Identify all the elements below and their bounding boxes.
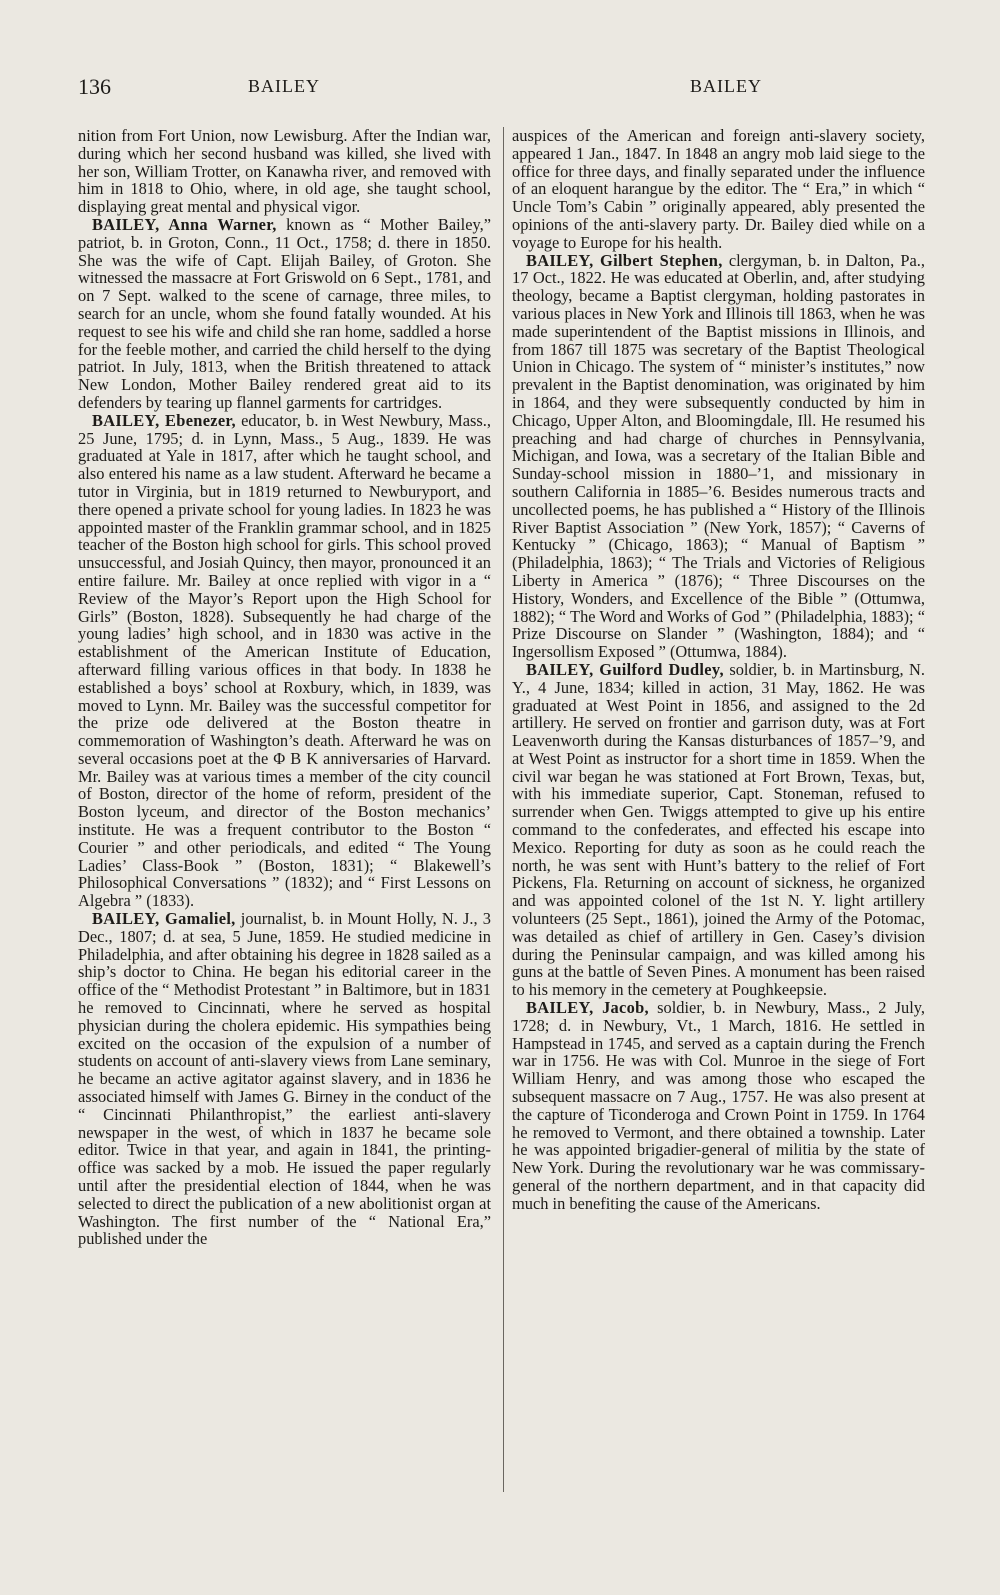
entry-body: journalist, b. in Mount Holly, N. J., 3 Dec., 1807; d. at sea, 5 June, 1859. He studied medicine in Philadelphia, and after obtaining his degree in 1828 sailed as a ship’s doctor to China. He began his editorial career in the office of the “ Methodist Protestant ” in Baltimore, but in 1831 he removed to Cincinnati, where he served as hospital physician during the cholera epidemic. His sympathies being excited on the occasion of the expulsion of a number of students on account of anti-slavery views from Lane seminary, he became an active agitator against slavery, and in 1836 he associated himself with James G. Birney in the conduct of the “ Cincinnati Philanthropist,” the earliest anti-slavery newspaper in the west, of which in 1837 he became sole editor. Twice in that year, and again in 1841, the printing-office was sacked by a mob. He issued the paper regularly until after the presidential election of 1844, when he was selected to direct the publication of a new abolitionist organ at Washington. The first number of the “ National Era,” published under the [78,909,492,1249]
left-column [78,127,491,1248]
entry-body: soldier, b. in Martinsburg, N. Y., 4 June, 1834; killed in action, 31 May, 1862. He was graduated at West Point in 1856, and assigned to the 2d artillery. He served on frontier and garrison duty, was at Fort Leavenworth during the Kansas disturbances of 1857–’9, and at West Point as instructor for a short time in 1859. When the civil war began he was stationed at Fort Brown, Texas, but, with his immediate superior, Capt. Stoneman, refused to surrender when Gen. Twiggs attempted to give up his entire command to the confederates, and effected his escape into Mexico. Reporting for duty as soon as he could reach the north, he was sent with Hunt’s battery to the relief of Fort Pickens, Fla. Returning on account of sickness, he organized and was appointed colonel of the 1st N. Y. light artillery volunteers (25 Sept., 1861), joined the Army of the Potomac, was detailed as chief of artillery in Gen. Casey’s division during the Peninsular campaign, and was killed among his guns at the battle of Seven Pines. A monument has been raised to his memory in the cemetery at Poughkeepsie. [512,659,925,1000]
entry-heading: BAILEY, Guilford Dudley, [526,659,724,679]
entry-heading: BAILEY, Gilbert Stephen, [526,250,723,270]
running-head-right: BAILEY [690,76,762,96]
entry-gilbert-stephen-bailey [512,252,925,661]
continuation-paragraph: nition from Fort Union, now Lewisburg. After the Indian war, during which her second husband was killed, she lived with her son, William Trotter, on Kanawha river, and removed with him in 1818 to Ohio, where, in old age, she taught school, displaying great mental and physical vigor. [78,126,491,217]
entry-body: educator, b. in West Newbury, Mass., 25 June, 1795; d. in Lynn, Mass., 5 Aug., 1839. He was graduated at Yale in 1817, after which he taught school, and also entered his name as a law student. Afterward he became a tutor in Virginia, but in 1819 returned to Newburyport, and there opened a private school for young ladies. In 1823 he was appointed master of the Franklin grammar school, and in 1825 teacher of the Boston high school for girls. This school proved unsuccessful, and Josiah Quincy, then mayor, pronounced it an entire failure. Mr. Bailey at once replied with vigor in a “ Review of the Mayor’s Report upon the High School for Girls” (Boston, 1828). Subsequently he had charge of the young ladies’ high school, and in 1830 was active in the establishment of the American Institute of Education, afterward filling various offices in that body. In 1838 he established a boys’ school at Roxbury, which, in 1839, was moved to Lynn. Mr. Bailey was the successful competitor for the prize ode delivered at the Boston theatre in commemoration of Washington’s death. Afterward he was on several occasions poet at the Φ B K anniversaries of Harvard. Mr. Bailey was at various times a member of the city council of Boston, director of the home of reform, president of the Boston lyceum, and director of the Boston mechanics’ institute. He was a frequent contributor to the Boston “ Courier ” and other periodicals, and edited “ The Young Ladies’ Class-Book ” (Boston, 1831); “ Blakewell’s Philosophical Conversations ” (1832); and “ First Lessons on Algebra ” (1833). [78,410,491,911]
entry-heading: BAILEY, Jacob, [526,998,649,1018]
entry-body: clergyman, b. in Dalton, Pa., 17 Oct., 1822. He was educated at Oberlin, and, after studying theology, became a Baptist clergyman, holding pastorates in various places in New York and Illinois till 1863, when he was made superintendent of the Baptist missions in Illinois, and from 1867 till 1875 was secretary of the Baptist Theological Union in Chicago. The system of “ minister’s institutes,” now prevalent in the Baptist denomination, was originated by him in 1864, and they were subsequently conducted by him in Chicago, Upper Alton, and Bloomingdale, Ill. He resumed his preaching and had charge of churches in Pennsylvania, Michigan, and Iowa, was a secretary of the Italian Bible and Sunday-school mission in 1880–’1, and missionary in southern California in 1885–’6. Besides numerous tracts and uncollected poems, he has published a “ History of the Illinois River Baptist Association ” (New York, 1857); “ Caverns of Kentucky ” (Chicago, 1863); “ Manual of Baptism ” (Philadelphia, 1863); “ The Trials and Victories of Religious Liberty in America ” (1876); “ Three Discourses on the History, Wonders, and Excellence of the Bible ” (Ottumwa, 1882); “ The Word and Works of God ” (Philadelphia, 1883); “ Prize Discourse on Slander ” (Washington, 1884); and “ Ingersollism Exposed ” (Ottumwa, 1884). [512,250,925,662]
entry-heading: BAILEY, Anna Warner, [92,214,277,234]
page-number: 136 [78,74,111,99]
entry-ebenezer-bailey [78,412,491,910]
page-header [78,74,934,106]
entry-body: known as “ Mother Bailey,” patriot, b. in Groton, Conn., 11 Oct., 1758; d. there in 1850. She was the wife of Capt. Elijah Bailey, of Groton. She witnessed the massacre at Fort Griswold on 6 Sept., 1781, and on 7 Sept. walked to the scene of carnage, three miles, to search for an uncle, whom she found fatally wounded. At his request to see his wife and child she ran home, saddled a horse for the feeble mother, and carried the child herself to the dying patriot. In July, 1813, when the British threatened to attack New London, Mother Bailey rendered great aid to its defenders by tearing up flannel garments for cartridges. [78,214,491,412]
entry-body: soldier, b. in Newbury, Mass., 2 July, 1728; d. in Newbury, Vt., 1 March, 1816. He settled in Hampstead in 1745, and served as a captain during the French war in 1756. He was with Col. Munroe in the siege of Fort William Henry, and was among those who escaped the subsequent massacre on 7 Aug., 1757. He was also present at the capture of Ticonderoga and Crown Point in 1759. In 1764 he removed to Vermont, and there obtained a township. Later he was appointed brigadier-general of militia by the state of New York. During the revolutionary war he was commissary-general of the northern department, and in that capacity did much in benefiting the cause of the Americans. [512,998,925,1213]
entry-gamaliel-bailey [78,910,491,1248]
continuation-paragraph: auspices of the American and foreign anti-slavery society, appeared 1 Jan., 1847. In 1848 an angry mob laid siege to the office for three days, and finally separated under the influence of an eloquent harangue by the editor. The “ Era,” in which “ Uncle Tom’s Cabin ” originally appeared, ably presented the opinions of the anti-slavery party. Dr. Bailey died while on a voyage to Europe for his health. [512,126,925,252]
entry-jacob-bailey [512,999,925,1213]
entry-guilford-dudley-bailey [512,661,925,999]
text-columns [78,127,938,1547]
column-divider [503,127,504,1492]
entry-anna-warner-bailey [78,216,491,412]
entry-heading: BAILEY, Ebenezer, [92,410,236,430]
entry-heading: BAILEY, Gamaliel, [92,909,236,929]
running-head-left: BAILEY [248,76,320,96]
right-column [512,127,925,1213]
